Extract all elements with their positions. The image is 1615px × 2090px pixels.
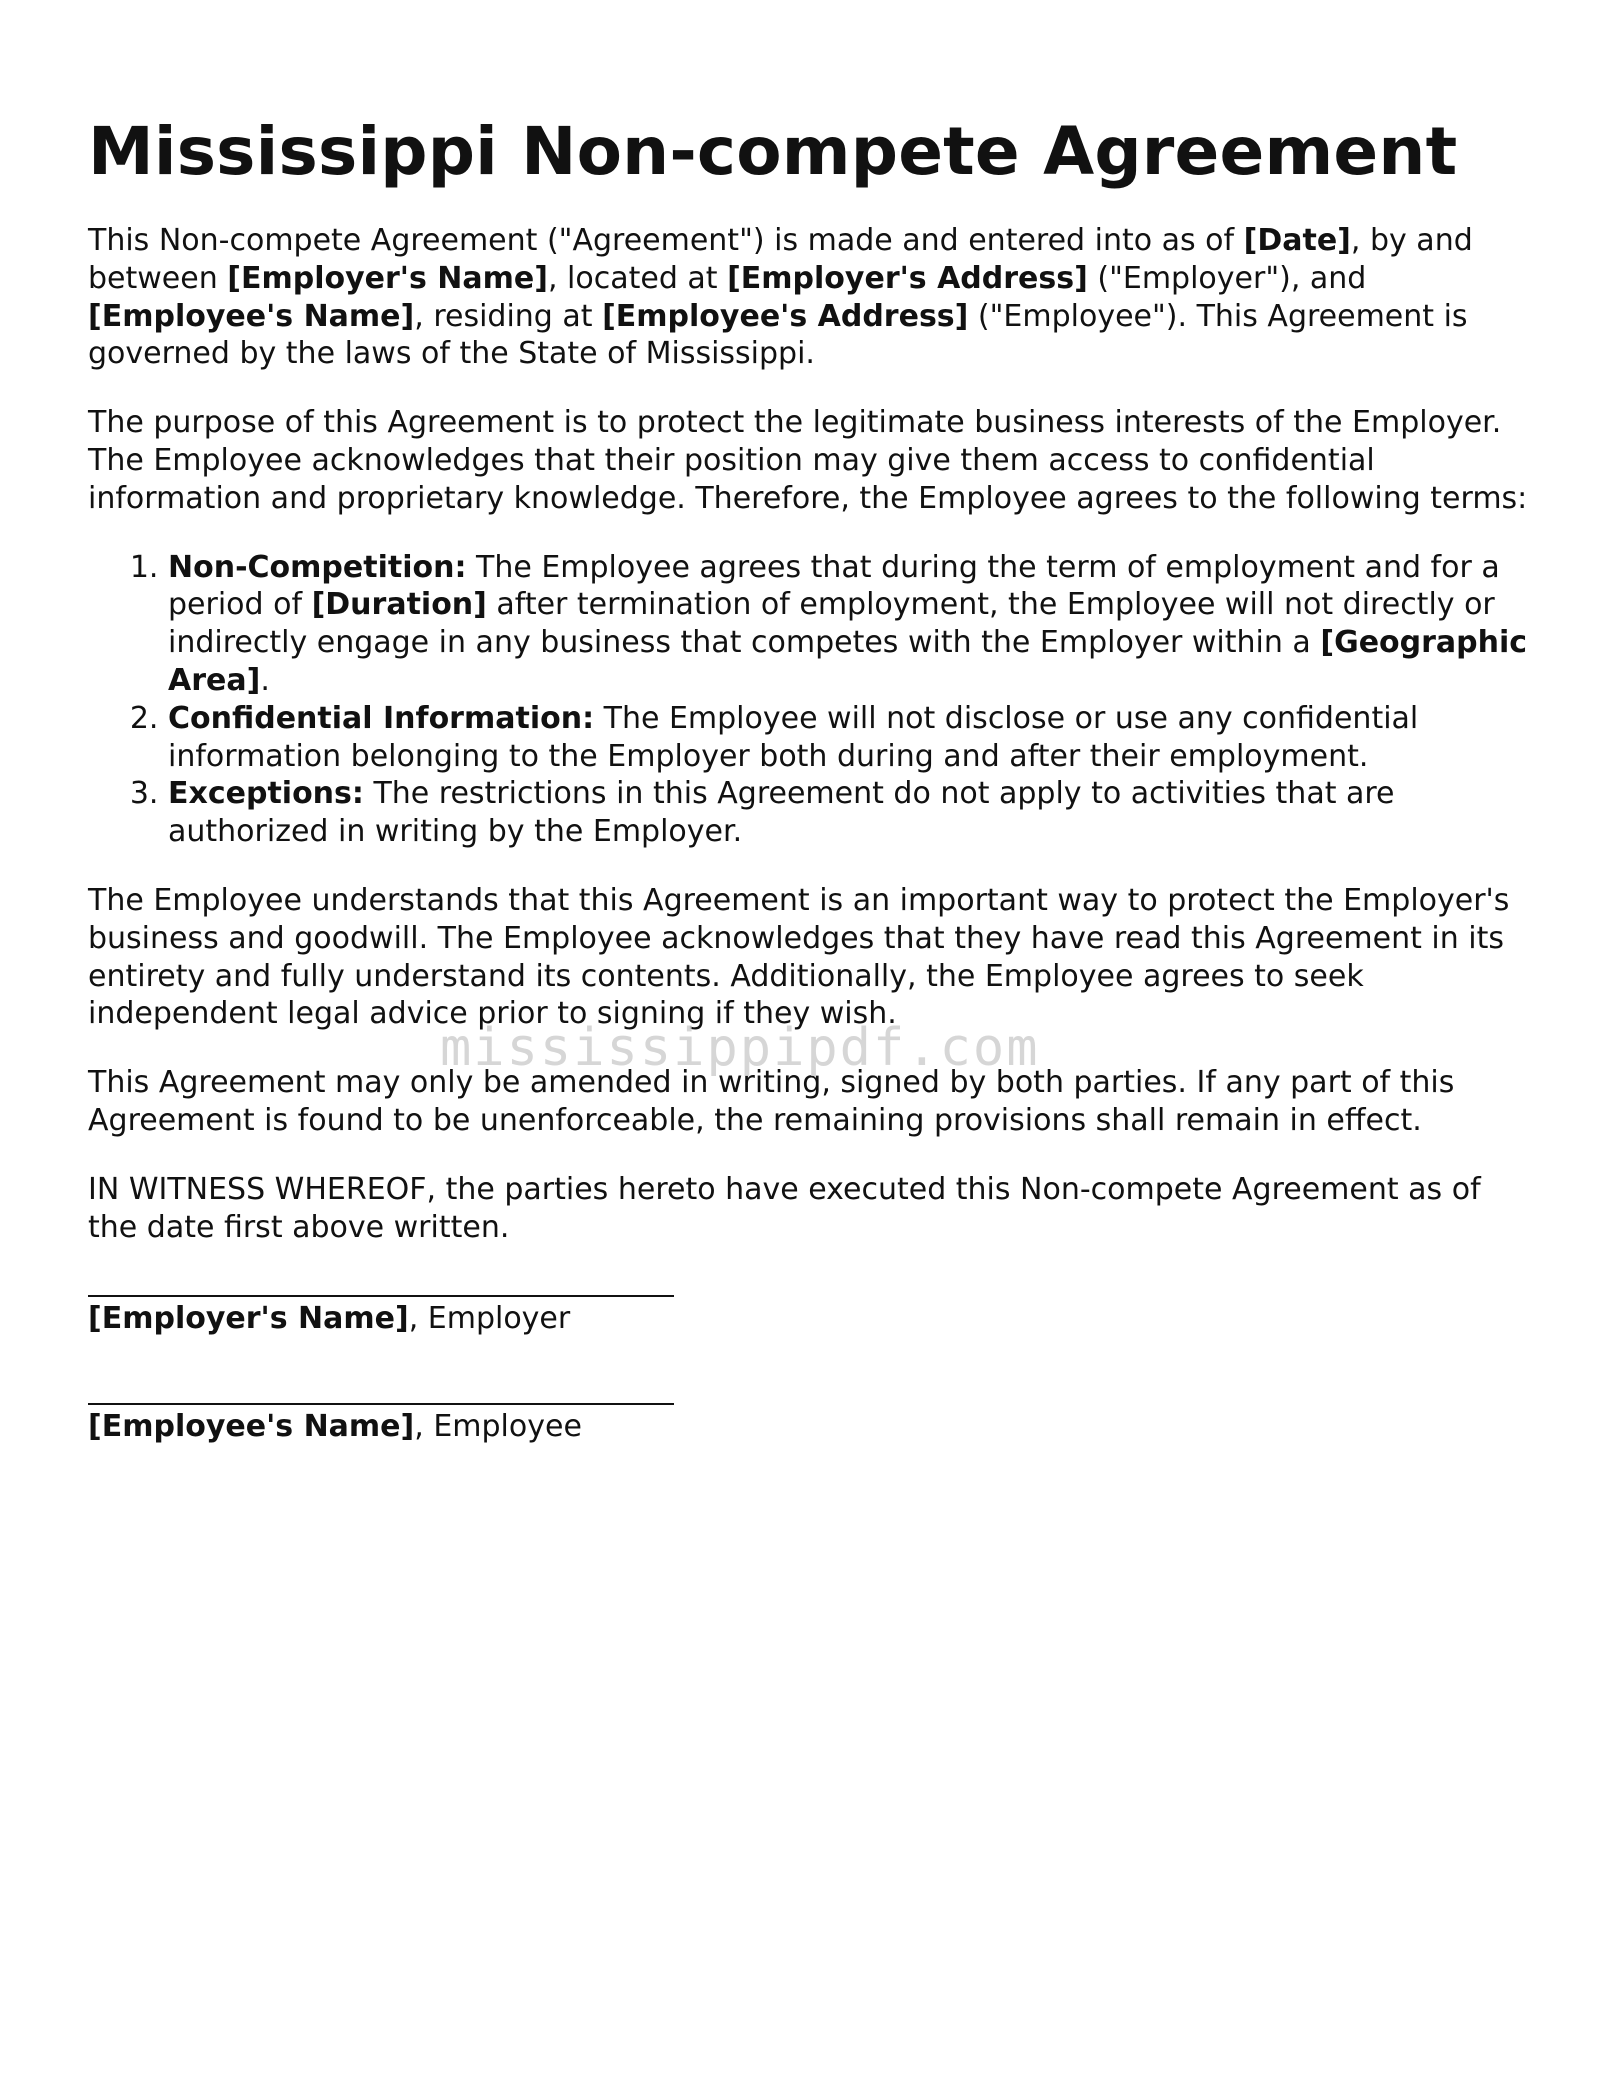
terms-list [88,549,1538,851]
purpose-paragraph: The purpose of this Agreement is to protect the legitimate business interests of the Employer. The Employee acknowledges that their position may give them access to confidential information and proprietary knowledge. Therefore, the Employee agrees to the following terms: [88,405,1528,516]
intro-text-1: This Non-compete Agreement ("Agreement") is made and entered into as of [88,223,1244,258]
intro-text-4: ("Employer"), and [1087,260,1367,296]
term-item-confidential-information [168,700,1538,776]
watermark: mississippipdf.com [440,1018,1040,1078]
employee-signature-name: [Employee's Name] [88,1409,415,1445]
term-heading: Non-Competition: [168,549,467,585]
amendment-paragraph: This Agreement may only be amended in writing, signed by both parties. If any part of this Agreement is found to be unenforceable, the remaining provisions shall remain in effect. [88,1065,1455,1138]
understanding-paragraph: The Employee understands that this Agreement is an important way to protect the Employer's business and goodwill. The Employee acknowledges that they have read this Agreement in its entirety and fully understand its contents. Additionally, the Employee agrees to seek independent legal advice prior to signing if they wish. [88,882,1510,1032]
employer-signature-role: , Employer [408,1301,571,1337]
intro-text-3: , located at [547,260,728,296]
employer-signature-line[interactable] [88,1283,674,1297]
witness-paragraph: IN WITNESS WHEREOF, the parties hereto have executed this Non-compete Agreement as of the date first above written. [88,1171,1481,1245]
intro-text-2: , by and between [88,223,1473,296]
employer-address-placeholder: [Employer's Address] [727,260,1088,296]
intro-text-5: , residing at [414,298,603,334]
employee-signature-role: , Employee [414,1409,582,1445]
duration-placeholder: [Duration] [311,587,487,623]
employer-name-placeholder: [Employer's Name] [227,260,548,296]
employer-signature-label [88,1299,1538,1339]
document-title: Mississippi Non-compete Agreement [88,113,1458,190]
date-placeholder: [Date] [1243,223,1351,258]
employee-signature-line[interactable] [88,1391,674,1405]
employer-signature-block [88,1283,1538,1339]
term-item-non-competition [168,549,1538,700]
document-page [88,108,1538,1447]
term-heading: Exceptions: [168,776,364,812]
intro-paragraph [88,222,1538,373]
term-text: . [260,662,270,698]
employer-signature-name: [Employer's Name] [88,1301,409,1337]
term-heading: Confidential Information: [168,700,595,736]
term-text: The Employee will not disclose or use any confidential information belonging to the Employer both during and after their employment. [168,700,1419,774]
term-item-exceptions [168,775,1538,851]
geographic-area-placeholder: [Geographic Area] [168,625,1528,698]
employee-signature-block [88,1391,1538,1447]
employee-name-placeholder: [Employee's Name] [88,298,415,334]
term-text: The Employee agrees that during the term of employment and for a period of [168,549,1500,623]
intro-text-6: ("Employee"). This Agreement is governed by the laws of the State of Mississippi. [88,298,1468,372]
employee-address-placeholder: [Employee's Address] [602,298,969,334]
term-text: The restrictions in this Agreement do not apply to activities that are authorized in writing by the Employer. [168,776,1395,850]
term-text: after termination of employment, the Employee will not directly or indirectly engage in any business that competes with the Employer within a [168,587,1495,661]
employee-signature-label [88,1407,1538,1447]
